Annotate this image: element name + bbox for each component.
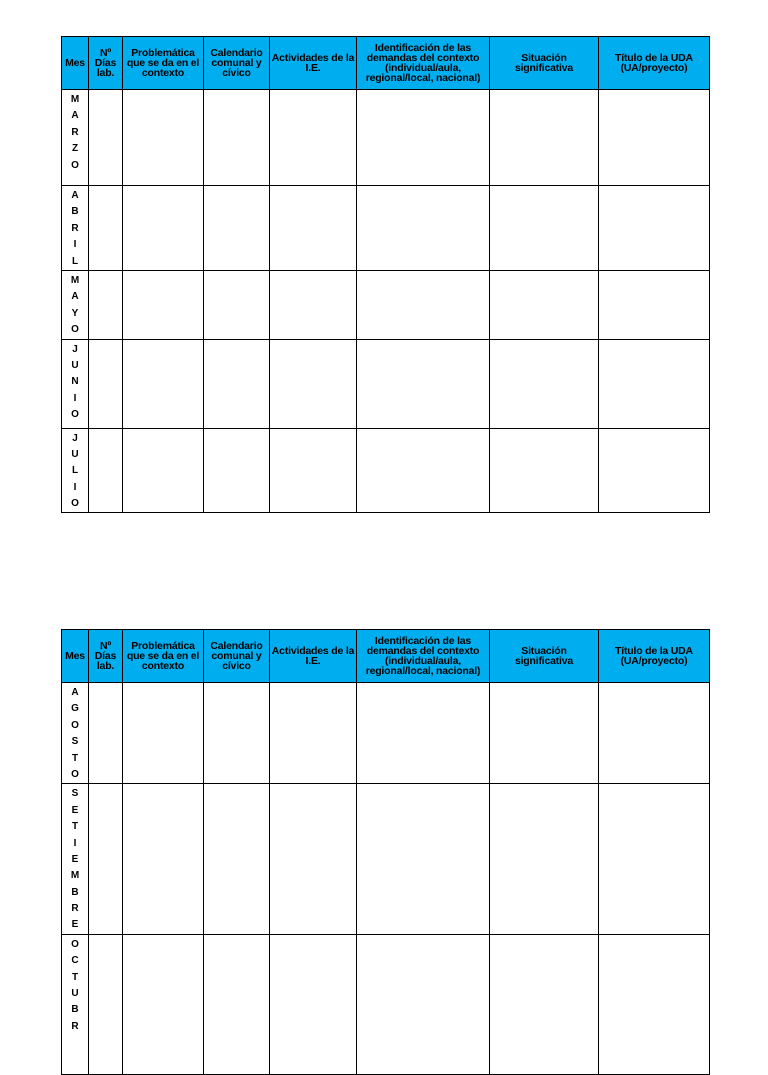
cell-problematica[interactable] xyxy=(123,428,204,513)
cell-actividades[interactable] xyxy=(270,270,357,339)
cell-calendario[interactable] xyxy=(204,186,270,271)
cell-identificacion[interactable] xyxy=(357,270,490,339)
table-row xyxy=(62,428,710,513)
month-cell xyxy=(62,339,89,428)
cell-titulo[interactable] xyxy=(599,428,710,513)
month-cell xyxy=(62,90,89,186)
cell-problematica[interactable] xyxy=(123,683,204,784)
table-2 xyxy=(61,629,710,1075)
cell-identificacion[interactable] xyxy=(357,339,490,428)
cell-actividades[interactable] xyxy=(270,683,357,784)
month-label: J U L I O xyxy=(71,432,79,510)
cell-situacion[interactable] xyxy=(490,186,599,271)
month-cell xyxy=(62,270,89,339)
header-identificacion: Identificación de las demandas del contexto (individual/aula, regional/local, nacional) xyxy=(357,37,490,90)
header-titulo: Título de la UDA (UA/proyecto) xyxy=(599,37,710,90)
cell-titulo[interactable] xyxy=(599,270,710,339)
cell-identificacion[interactable] xyxy=(357,186,490,271)
cell-problematica[interactable] xyxy=(123,339,204,428)
month-label: M A R Z O xyxy=(70,94,80,171)
cell-situacion[interactable] xyxy=(490,934,599,1074)
cell-problematica[interactable] xyxy=(123,270,204,339)
cell-calendario[interactable] xyxy=(204,90,270,186)
header-mes: Mes xyxy=(62,37,89,90)
cell-titulo[interactable] xyxy=(599,784,710,935)
month-label: A G O S T O xyxy=(71,687,79,780)
cell-actividades[interactable] xyxy=(270,784,357,935)
month-label: A B R I L xyxy=(71,190,79,267)
header-actividades: Actividades de la I.E. xyxy=(270,630,357,683)
header-mes: Mes xyxy=(62,630,89,683)
cell-titulo[interactable] xyxy=(599,339,710,428)
header-problematica: Problemática que se da en el contexto xyxy=(123,37,204,90)
header-calendario: Calendario comunal y cívico xyxy=(204,37,270,90)
month-label: S E T I E M B R E xyxy=(70,788,80,931)
header-actividades: Actividades de la I.E. xyxy=(270,37,357,90)
cell-dias[interactable] xyxy=(89,339,123,428)
month-label: J U N I O xyxy=(71,343,79,421)
header-titulo: Título de la UDA (UA/proyecto) xyxy=(599,630,710,683)
cell-identificacion[interactable] xyxy=(357,784,490,935)
cell-problematica[interactable] xyxy=(123,90,204,186)
cell-dias[interactable] xyxy=(89,784,123,935)
month-cell xyxy=(62,428,89,513)
cell-actividades[interactable] xyxy=(270,90,357,186)
cell-actividades[interactable] xyxy=(270,339,357,428)
cell-calendario[interactable] xyxy=(204,784,270,935)
cell-situacion[interactable] xyxy=(490,90,599,186)
cell-dias[interactable] xyxy=(89,683,123,784)
cell-problematica[interactable] xyxy=(123,186,204,271)
cell-identificacion[interactable] xyxy=(357,683,490,784)
cell-calendario[interactable] xyxy=(204,428,270,513)
month-cell xyxy=(62,683,89,784)
cell-identificacion[interactable] xyxy=(357,428,490,513)
cell-situacion[interactable] xyxy=(490,270,599,339)
cell-identificacion[interactable] xyxy=(357,90,490,186)
cell-titulo[interactable] xyxy=(599,934,710,1074)
header-situacion: Situación significativa xyxy=(490,630,599,683)
cell-dias[interactable] xyxy=(89,186,123,271)
header-calendario: Calendario comunal y cívico xyxy=(204,630,270,683)
cell-problematica[interactable] xyxy=(123,784,204,935)
cell-calendario[interactable] xyxy=(204,934,270,1074)
header-dias: Nº Días lab. xyxy=(89,37,123,90)
header-situacion: Situación significativa xyxy=(490,37,599,90)
table-row xyxy=(62,784,710,935)
header-identificacion: Identificación de las demandas del contexto (individual/aula, regional/local, nacional) xyxy=(357,630,490,683)
cell-situacion[interactable] xyxy=(490,428,599,513)
table-row xyxy=(62,90,710,186)
planning-table-1 xyxy=(61,36,709,513)
table-row xyxy=(62,270,710,339)
cell-calendario[interactable] xyxy=(204,683,270,784)
cell-titulo[interactable] xyxy=(599,90,710,186)
cell-calendario[interactable] xyxy=(204,339,270,428)
cell-titulo[interactable] xyxy=(599,186,710,271)
month-cell xyxy=(62,784,89,935)
cell-actividades[interactable] xyxy=(270,186,357,271)
cell-actividades[interactable] xyxy=(270,428,357,513)
cell-situacion[interactable] xyxy=(490,683,599,784)
cell-situacion[interactable] xyxy=(490,339,599,428)
cell-situacion[interactable] xyxy=(490,784,599,935)
cell-dias[interactable] xyxy=(89,90,123,186)
cell-dias[interactable] xyxy=(89,270,123,339)
month-cell xyxy=(62,186,89,271)
header-row xyxy=(62,37,710,90)
cell-identificacion[interactable] xyxy=(357,934,490,1074)
month-label: M A Y O xyxy=(70,274,80,336)
table-row xyxy=(62,339,710,428)
table-1 xyxy=(61,36,710,513)
cell-actividades[interactable] xyxy=(270,934,357,1074)
header-dias: Nº Días lab. xyxy=(89,630,123,683)
table-row xyxy=(62,186,710,271)
cell-dias[interactable] xyxy=(89,934,123,1074)
planning-table-2 xyxy=(61,629,709,1075)
header-row xyxy=(62,630,710,683)
header-problematica: Problemática que se da en el contexto xyxy=(123,630,204,683)
month-cell xyxy=(62,934,89,1074)
month-label: O C T U B R xyxy=(71,938,79,1032)
cell-problematica[interactable] xyxy=(123,934,204,1074)
cell-titulo[interactable] xyxy=(599,683,710,784)
table-row xyxy=(62,683,710,784)
table-row xyxy=(62,934,710,1074)
cell-calendario[interactable] xyxy=(204,270,270,339)
cell-dias[interactable] xyxy=(89,428,123,513)
